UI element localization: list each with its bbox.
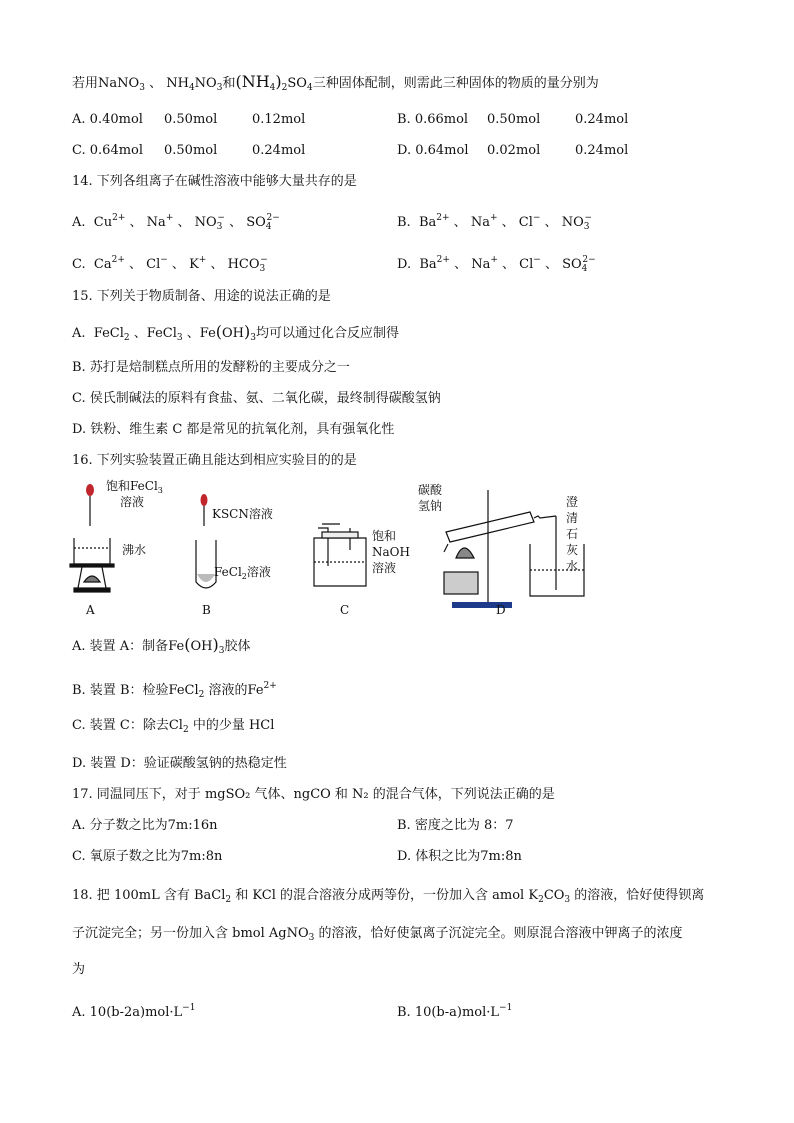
question-13-stem: 若用NaNO$_3$ 、 $NH_4NO_3$和$(NH_4)_2SO_4$三种固体配制，则需此三种固体的物质的量分别为: [72, 72, 599, 93]
q18-option-b[interactable]: B. $10(b-a)mol\cdot L^{-1}$: [397, 1003, 513, 1020]
fig-d-side-0: 澄: [566, 495, 579, 509]
apparatus-figure: [60, 478, 620, 618]
question-16-stem: 16. 下列实验装置正确且能达到相应实验目的的是: [72, 453, 357, 468]
option-a[interactable]: A. 0.40mol 0.50mol 0.12mol: [72, 112, 306, 127]
q15-option-d[interactable]: D. 铁粉、维生素 C 都是常见的抗氧化剂，具有强氧化性: [72, 422, 395, 437]
fig-letter-b: B: [202, 603, 211, 617]
question-18-line2: 子沉淀完全；另一份加入含 bmol AgNO$_3$ 的溶液，恰好使氯离子沉淀完全。则原混合溶液中钾离子的浓度: [72, 926, 683, 943]
question-15-stem: 15. 下列关于物质制备、用途的说法正确的是: [72, 289, 331, 304]
q15-option-a[interactable]: A. FeCl$_2$ 、FeCl$_3$ 、$Fe(OH)_3$均可以通过化合反应制得: [72, 322, 400, 343]
question-14-stem: 14. 下列各组离子在碱性溶液中能够大量共存的是: [72, 174, 357, 189]
fig-letter-a: A: [86, 603, 95, 617]
q14-option-a[interactable]: A. $Cu^{2+}$ 、 Na+ 、 $NO_3^-$ 、 $SO_4^{2-}$: [72, 213, 280, 232]
q15-option-c[interactable]: C. 侯氏制碱法的原料有食盐、氨、二氧化碳，最终制得碳酸氢钠: [72, 391, 441, 406]
fig-a-label3: 沸水: [122, 543, 147, 557]
fig-c-label2: NaOH: [372, 545, 410, 559]
fig-c-label3: 溶液: [372, 561, 397, 575]
fig-d-label1: 碳酸: [418, 483, 443, 497]
q17-option-a[interactable]: A. 分子数之比为7m:16n: [72, 818, 218, 833]
question-18-line1: 18. 把 100mL 含有 BaCl$_2$ 和 KCl 的混合溶液分成两等份，一份加入含 amol $K_2CO_3$ 的溶液，恰好使得钡离: [72, 888, 705, 905]
fig-b-label2: FeCl$_2$溶液: [214, 565, 271, 581]
q14-option-d[interactable]: D. $Ba^{2+}$ 、 Na+ 、 Cl− 、 $SO_4^{2-}$: [397, 255, 596, 274]
q17-option-b[interactable]: B. 密度之比为 8：7: [397, 818, 514, 833]
fig-d-label2: 氢钠: [418, 499, 443, 513]
question-18-line3: 为: [72, 962, 86, 977]
fig-c-label1: 饱和: [372, 529, 397, 543]
q14-option-b[interactable]: B. $Ba^{2+}$ 、 Na+ 、 Cl− 、 $NO_3^-$: [397, 213, 593, 232]
fig-d-side-4: 水: [566, 559, 579, 573]
q17-option-c[interactable]: C. 氧原子数之比为7m:8n: [72, 849, 223, 864]
q16-option-c[interactable]: C. 装置 C：除去$Cl_2$ 中的少量 HCl: [72, 718, 275, 735]
question-17-stem: 17. 同温同压下，对于 mgSO₂ 气体、ngCO 和 N₂ 的混合气体，下列说法正确的是: [72, 787, 555, 802]
q16-option-d[interactable]: D. 装置 D：验证碳酸氢钠的热稳定性: [72, 756, 287, 771]
q14-option-c[interactable]: C. $Ca^{2+}$ 、 Cl− 、 K+ 、 $HCO_3^-$: [72, 255, 268, 274]
q16-option-b[interactable]: B. 装置 B：检验FeCl$_2$ 溶液的$Fe^{2+}$: [72, 681, 277, 700]
fig-d-side-2: 石: [566, 527, 579, 541]
fig-d-side-3: 灰: [566, 543, 579, 557]
fig-a-label2: 溶液: [120, 495, 145, 509]
option-b[interactable]: B. 0.66mol 0.50mol 0.24mol: [397, 112, 629, 127]
fig-letter-d: D: [496, 603, 506, 617]
q16-option-a[interactable]: A. 装置 A：制备$Fe(OH)_3$胶体: [72, 635, 251, 656]
fig-letter-c: C: [340, 603, 350, 617]
fig-a-label1: 饱和FeCl$_3$: [106, 479, 163, 495]
option-c[interactable]: C. 0.64mol 0.50mol 0.24mol: [72, 143, 306, 158]
q17-option-d[interactable]: D. 体积之比为7m:8n: [397, 849, 522, 864]
q18-option-a[interactable]: A. $10(b-2a)mol\cdot L^{-1}$: [72, 1003, 196, 1020]
option-d[interactable]: D. 0.64mol 0.02mol 0.24mol: [397, 143, 629, 158]
q15-option-b[interactable]: B. 苏打是焙制糕点所用的发酵粉的主要成分之一: [72, 360, 350, 375]
fig-b-label1: KSCN溶液: [212, 507, 273, 521]
fig-d-side-1: 清: [566, 511, 579, 525]
